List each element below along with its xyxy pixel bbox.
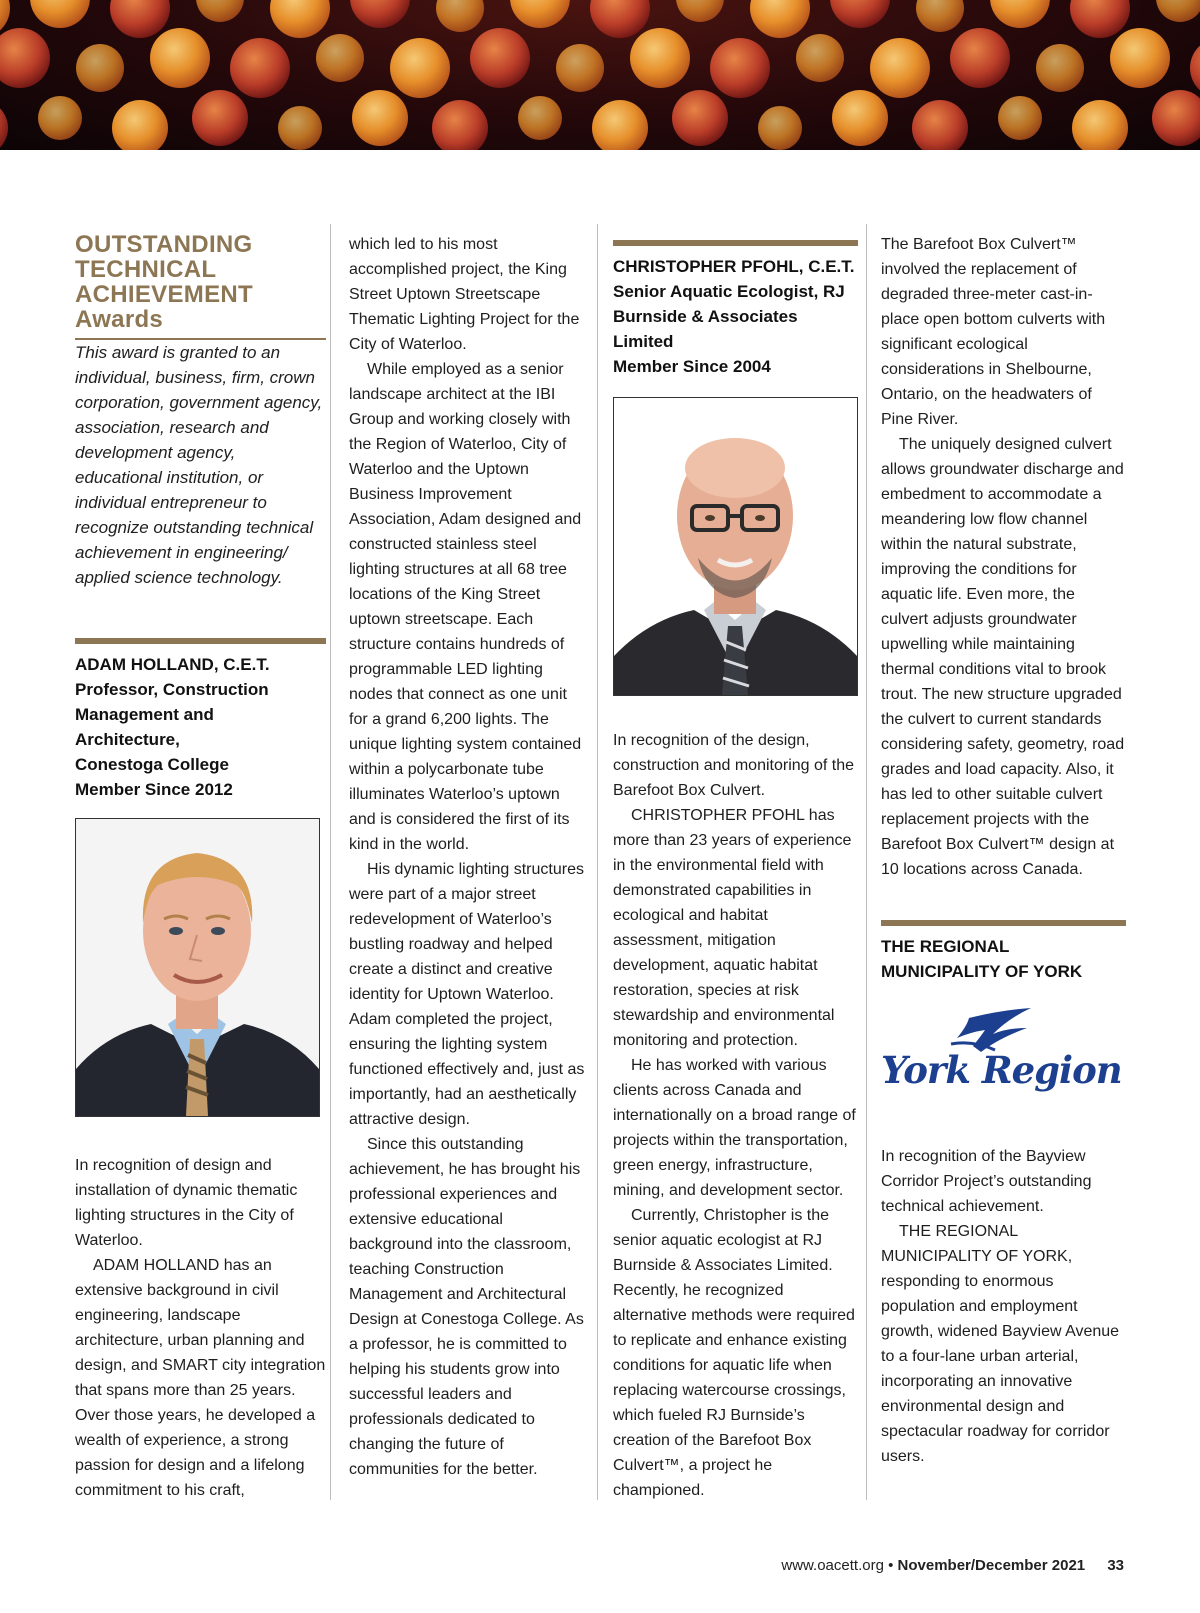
pfohl-role: Burnside & Associates Limited: [613, 307, 798, 351]
york-paragraph: THE REGIONAL MUNICIPALITY OF YORK, responding to enormous population and employment growth, widened Bayview Avenue to a four-lane urban arterial, incorporating an innovative environmental design and spectacular roadway for corridor users.: [881, 1223, 1120, 1465]
york-region-logo: [881, 1006, 1126, 1106]
bokeh-light: [556, 44, 604, 92]
bokeh-light: [750, 0, 810, 38]
york-name: MUNICIPALITY OF YORK: [881, 962, 1083, 981]
profile-divider-bar: [881, 920, 1126, 926]
bokeh-light: [950, 28, 1010, 88]
holland-member-since: Member Since 2012: [75, 780, 233, 799]
pfohl-paragraph: The Barefoot Box Culvert™ involved the replacement of degraded three-meter cast-in-place open bottom culverts with significant ecological considerations in Shelbourne, Ontario, on the headwaters of Pine River.: [881, 236, 1106, 428]
holland-photo: [75, 818, 320, 1117]
column-1: [75, 232, 326, 1503]
bokeh-light: [432, 100, 488, 150]
york-profile-header: [881, 934, 1126, 984]
bokeh-light: [1190, 38, 1200, 98]
bokeh-light: [1072, 100, 1128, 150]
bokeh-light: [830, 0, 890, 28]
profile-divider-bar: [75, 638, 326, 644]
bokeh-light: [1110, 28, 1170, 88]
bokeh-light: [592, 100, 648, 150]
pfohl-profile-header: [613, 254, 858, 379]
bokeh-light: [590, 0, 650, 38]
bokeh-light: [150, 28, 210, 88]
footer-separator: •: [888, 1557, 894, 1574]
pfohl-photo: [613, 397, 858, 696]
bokeh-light: [912, 100, 968, 150]
award-description: This award is granted to an individual, business, firm, crown corporation, government agency, association, research and development agency, educational institution, or individual entrepreneur to recognize outstanding technical achievement in engineering/ applied science technology.: [75, 343, 323, 587]
holland-body-start: [75, 1153, 326, 1503]
pfohl-paragraph: The uniquely designed culvert allows groundwater discharge and embedment to accommodate a meandering low flow channel within the natural substrate, improving the conditions for aquatic life. Even more, the culvert adjusts groundwater upwelling while maintaining thermal conditions vital to brook trout. The new structure upgraded the culvert to current standards considering safety, geometry, road grades and load capacity. Also, it has led to other suitable culvert replacement projects with the Barefoot Box Culvert™ design at 10 locations across Canada.: [881, 436, 1125, 878]
york-paragraph: In recognition of the Bayview Corridor Project’s outstanding technical achievement.: [881, 1148, 1092, 1215]
bokeh-light: [630, 28, 690, 88]
bokeh-light: [518, 96, 562, 140]
footer-issue: November/December 2021: [897, 1557, 1086, 1574]
profile-divider-bar: [613, 240, 858, 246]
bokeh-light: [710, 38, 770, 98]
pfohl-portrait-image: [614, 398, 857, 695]
bokeh-light: [470, 28, 530, 88]
decorative-lights-banner: [0, 0, 1200, 150]
bokeh-light: [1156, 0, 1200, 22]
holland-paragraph: Since this outstanding achievement, he has brought his professional experiences and extensive educational background into the classroom, teaching Construction Management and Architectural Design at Conestoga College. As a professor, he is committed to helping his students grow into successful leaders and professionals dedicated to changing the future of communities for the better.: [349, 1136, 584, 1478]
bokeh-light: [192, 90, 248, 146]
bokeh-light: [990, 0, 1050, 28]
bokeh-light: [436, 0, 484, 32]
bokeh-light: [30, 0, 90, 28]
bokeh-light: [390, 38, 450, 98]
pfohl-name: CHRISTOPHER PFOHL, C.E.T.: [613, 257, 855, 276]
pfohl-paragraph: Currently, Christopher is the senior aquatic ecologist at RJ Burnside & Associates Limited. Recently, he recognized alternative methods were required to replicate and enhance existing conditions for aquatic life when replacing watercourse crossings, which fueled RJ Burnside’s creation of the Barefoot Box Culvert™, a project he championed.: [613, 1207, 855, 1499]
bokeh-light: [0, 100, 8, 150]
bokeh-light: [758, 106, 802, 150]
york-region-logo-text: York Region: [881, 1048, 1122, 1092]
pfohl-paragraph: CHRISTOPHER PFOHL has more than 23 years of experience in the environmental field with demonstrated capabilities in ecological and habitat assessment, mitigation development, aquatic habitat restoration, species at risk stewardship and environmental monitoring and protection.: [613, 807, 852, 1049]
bokeh-light: [352, 90, 408, 146]
bokeh-light: [672, 90, 728, 146]
bokeh-light: [316, 34, 364, 82]
column-2: [349, 232, 588, 1482]
bokeh-light: [270, 0, 330, 38]
pfohl-role: Senior Aquatic Ecologist, RJ: [613, 282, 845, 301]
section-title-line: OUTSTANDING: [75, 231, 253, 258]
section-title-line: Awards: [75, 306, 164, 333]
column-divider: [866, 224, 867, 1500]
bokeh-light: [230, 38, 290, 98]
holland-role: Professor, Construction: [75, 680, 269, 699]
column-3: [613, 232, 858, 1503]
holland-paragraph: which led to his most accomplished project, the King Street Uptown Streetscape Thematic Lighting Project for the City of Waterloo.: [349, 236, 580, 353]
holland-portrait-image: [76, 819, 319, 1116]
holland-role: Management and: [75, 705, 214, 724]
bokeh-light: [998, 96, 1042, 140]
bokeh-light: [0, 28, 50, 88]
holland-role: Architecture,: [75, 730, 180, 749]
pfohl-paragraph: He has worked with various clients across Canada and internationally on a broad range of projects within the transportation, green energy, infrastructure, mining, and development sector.: [613, 1057, 856, 1199]
bokeh-light: [796, 34, 844, 82]
bokeh-light: [76, 44, 124, 92]
section-title: [75, 232, 326, 332]
bokeh-light: [38, 96, 82, 140]
bokeh-light: [110, 0, 170, 38]
bokeh-light: [1152, 90, 1200, 146]
bokeh-light: [196, 0, 244, 22]
york-name: THE REGIONAL: [881, 937, 1010, 956]
pfohl-member-since: Member Since 2004: [613, 357, 771, 376]
bokeh-light: [1036, 44, 1084, 92]
holland-profile-header: [75, 652, 326, 802]
bokeh-light: [870, 38, 930, 98]
column-divider: [330, 224, 331, 1500]
bokeh-light: [510, 0, 570, 28]
holland-role: Conestoga College: [75, 755, 229, 774]
section-title-line: TECHNICAL: [75, 256, 217, 283]
holland-name: ADAM HOLLAND, C.E.T.: [75, 655, 270, 674]
pfohl-paragraph: In recognition of the design, construction and monitoring of the Barefoot Box Culvert.: [613, 732, 855, 799]
bokeh-light: [112, 100, 168, 150]
holland-paragraph: While employed as a senior landscape architect at the IBI Group and working closely with the Region of Waterloo, City of Waterloo and the Uptown Business Improvement Association, Adam designed and constructed stainless steel lighting structures at all 68 tree locations of the King Street uptown streetscape. Each structure contains hundreds of programmable LED lighting nodes that connect as one unit for a grand 6,200 lights. The unique lighting system contained within a polycarbonate tube illuminates Waterloo’s uptown and is considered the first of its kind in the world.: [349, 361, 582, 853]
footer-website: www.oacett.org: [781, 1557, 884, 1574]
page-number: 33: [1107, 1557, 1124, 1574]
column-divider: [597, 224, 598, 1500]
bokeh-light: [676, 0, 724, 22]
bokeh-light: [916, 0, 964, 32]
holland-paragraph: His dynamic lighting structures were part of a major street redevelopment of Waterloo’s bustling roadway and helped create a distinct and creative identity for Uptown Waterloo. Adam completed the project, ensuring the lighting system functioned effectively and, just as importantly, had an aesthetically attractive design.: [349, 861, 585, 1128]
bokeh-light: [278, 106, 322, 150]
holland-paragraph: ADAM HOLLAND has an extensive background in civil engineering, landscape architecture, urban planning and design, and SMART city integration that spans more than 25 years. Over those years, he developed a wealth of experience, a strong passion for design and a lifelong commitment to his craft,: [75, 1257, 326, 1499]
bokeh-light: [832, 90, 888, 146]
pfohl-body: [613, 728, 858, 1503]
holland-paragraph: In recognition of design and installation of dynamic thematic lighting structures in the City of Waterloo.: [75, 1157, 298, 1249]
column-4: [881, 232, 1126, 1469]
bokeh-light: [350, 0, 410, 28]
section-title-line: ACHIEVEMENT: [75, 281, 253, 308]
bokeh-lights-graphic: [0, 0, 1200, 150]
york-body: [881, 1144, 1126, 1469]
page-footer: [781, 1556, 1124, 1576]
bokeh-light: [1070, 0, 1130, 38]
